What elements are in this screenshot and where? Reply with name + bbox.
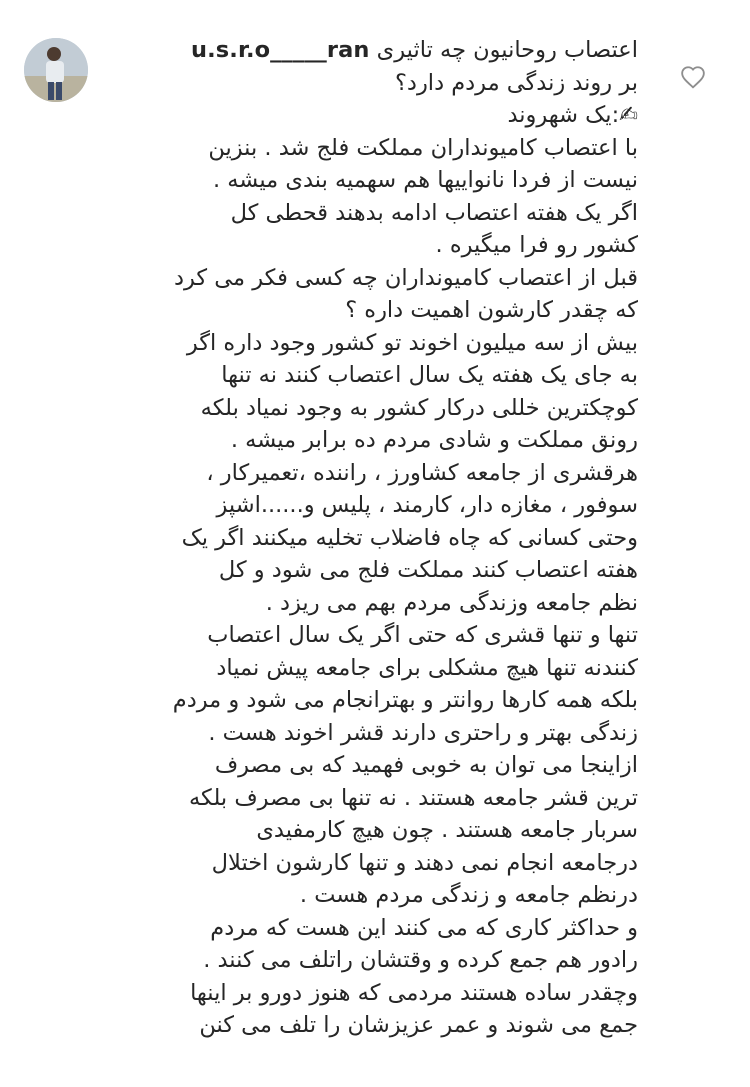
comment-line: بیش از سه میلیون اخوند تو کشور وجود داره اگر	[186, 329, 638, 356]
comment-line: زندگی بهتر و راحتری دارند قشر اخوند هست .	[208, 719, 638, 746]
comment-line: ✍:یک شهروند	[507, 102, 638, 128]
comment-line: هرقشری از جامعه کشاورز ، راننده ،تعمیرکار ،	[206, 459, 638, 486]
comment-line: و حداکثر کاری که می کنند این هست که مردم	[210, 914, 638, 941]
comment-first-line	[96, 34, 638, 67]
comment-line: نظم جامعه وزندگی مردم بهم می ریزد .	[265, 589, 638, 616]
comment-text	[96, 34, 638, 1042]
comment-line: جمع می شوند و عمر عزیزشان را تلف می کنن	[199, 1012, 638, 1038]
comment-line: وچقدر ساده هستند مردمی که هنوز دورو بر اینها	[190, 979, 638, 1006]
like-button[interactable]	[676, 60, 710, 94]
comment-line: نیست از فردا نانواییها هم سهمیه بندی میشه .	[212, 167, 638, 193]
comment-first-line-text: اعتصاب روحانیون چه تاثیری	[376, 37, 638, 63]
comment-line: که چقدر کارشون اهمیت داره ؟	[345, 297, 638, 323]
comment-line: وحتی کسانی که چاه فاضلاب تخلیه میکنند اگر یک	[181, 524, 638, 551]
comment-line: قبل از اعتصاب کامیونداران چه کسی فکر می کرد	[174, 264, 638, 291]
comment-line: سوفور ، مغازه دار، کارمند ، پلیس و......اشپز	[216, 492, 638, 518]
comment-line: به جای یک هفته یک سال اعتصاب کنند نه تنها	[221, 362, 638, 388]
comment-line: کشور رو فرا میگیره .	[435, 232, 638, 258]
comment-line: اگر یک هفته اعتصاب ادامه بدهند قحطی کل	[230, 199, 638, 226]
avatar[interactable]	[24, 38, 88, 102]
comment-line: کنندنه تنها هیچ مشکلی برای جامعه پیش نمیاد	[216, 654, 638, 681]
comment-line: با اعتصاب کامیونداران مملکت فلج شد . بنزین	[208, 134, 638, 161]
username-link[interactable]: u.s.r.o_____ran	[191, 37, 370, 63]
comment-line: رادور هم جمع کرده و وقتشان راتلف می کنند .	[203, 947, 638, 973]
comment-line: بر روند زندگی مردم دارد؟	[394, 69, 638, 96]
comment-line: بلکه همه کارها روانتر و بهترانجام می شود و مردم	[172, 687, 638, 713]
comment-line: درجامعه انجام نمی دهند و تنها کارشون اختلال	[211, 849, 638, 876]
comment-line: درنظم جامعه و زندگی مردم هست .	[299, 882, 638, 908]
heart-outline-icon	[680, 65, 706, 89]
comment-line: ترین قشر جامعه هستند . نه تنها بی مصرف بلکه	[188, 784, 638, 811]
comment-line: کوچکترین خللی درکار کشور به وجود نمیاد بلکه	[200, 394, 638, 421]
comment-line: ازاینجا می توان به خوبی فهمید که بی مصرف	[214, 752, 638, 778]
comment-line: تنها و تنها قشری که حتی اگر یک سال اعتصاب	[207, 622, 638, 648]
avatar-photo	[24, 38, 88, 102]
comment-line: رونق مملکت و شادی مردم ده برابر میشه .	[230, 427, 638, 453]
comment-line: هفته اعتصاب کنند مملکت فلج می شود و کل	[218, 557, 638, 583]
comment-line: سربار جامعه هستند . چون هیچ کارمفیدی	[256, 817, 638, 843]
